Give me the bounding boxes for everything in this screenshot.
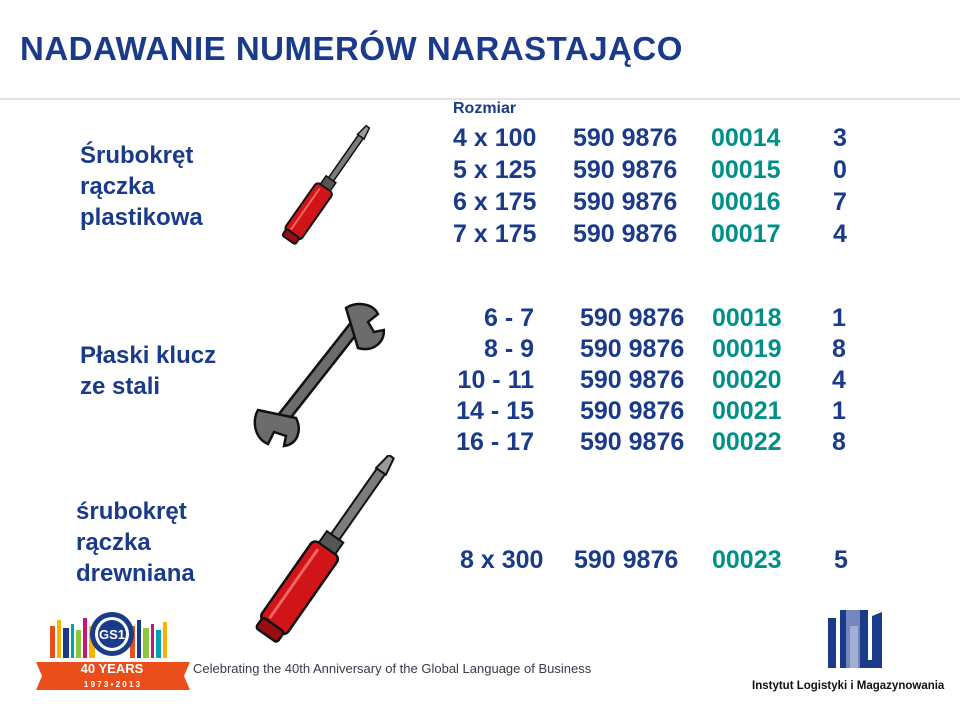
prefix-cell: 590 9876 (580, 397, 685, 425)
item-number-cell: 00014 (711, 124, 781, 152)
size-cell: 5 x 125 (453, 156, 537, 184)
prefix-cell: 590 9876 (573, 124, 678, 152)
prefix-cell: 590 9876 (574, 546, 679, 574)
size-cell: 6 - 7 (483, 304, 534, 332)
check-digit-cell: 3 (833, 124, 847, 152)
table-row (453, 218, 853, 250)
table-row (440, 302, 860, 334)
prefix-cell: 590 9876 (580, 428, 685, 456)
ilim-name: Instytut Logistyki i Magazynowania (752, 680, 945, 692)
table-row (453, 122, 853, 154)
years-badge: 40 YEARS (80, 661, 144, 676)
item-number-cell: 00022 (712, 428, 782, 456)
size-cell: 6 x 175 (453, 188, 537, 216)
table-row (440, 333, 860, 365)
label-line: śrubokręt (76, 498, 187, 525)
size-cell: 7 x 175 (453, 220, 537, 248)
check-digit-cell: 1 (832, 397, 846, 425)
label-line: rączka (80, 173, 155, 200)
label-line: ze stali (80, 373, 161, 400)
item-number-cell: 00018 (712, 304, 782, 332)
check-digit-cell: 0 (833, 156, 847, 184)
label-line: drewniana (76, 560, 195, 587)
size-cell: 8 x 300 (460, 546, 544, 574)
item-number-cell: 00020 (712, 366, 782, 394)
check-digit-cell: 4 (832, 366, 846, 394)
check-digit-cell: 5 (834, 546, 848, 574)
size-cell: 10 - 11 (457, 366, 534, 394)
table-row (440, 426, 860, 458)
check-digit-cell: 8 (832, 428, 846, 456)
check-digit-cell: 1 (832, 304, 846, 332)
table-row (453, 186, 853, 218)
size-column-header: Rozmiar (453, 100, 517, 117)
prefix-cell: 590 9876 (580, 366, 685, 394)
label-line: rączka (76, 529, 151, 556)
years-range: 1 9 7 3 • 2 0 1 3 (83, 680, 141, 689)
label-line: Śrubokręt (80, 142, 194, 169)
label-line: plastikowa (80, 204, 203, 231)
group-label-plastic-screwdriver (80, 140, 203, 233)
table-row (440, 364, 860, 396)
check-digit-cell: 4 (833, 220, 847, 248)
page-title: NADAWANIE NUMERÓW NARASTAJĄCO (20, 30, 683, 67)
size-cell: 14 - 15 (456, 397, 534, 425)
check-digit-cell: 8 (832, 335, 846, 363)
label-line: Płaski klucz (80, 342, 217, 369)
item-number-cell: 00017 (711, 220, 781, 248)
table-row (440, 395, 860, 427)
anniversary-tagline: Celebrating the 40th Anniversary of the Global Language of Business (193, 661, 592, 676)
prefix-cell: 590 9876 (580, 304, 685, 332)
prefix-cell: 590 9876 (580, 335, 685, 363)
size-cell: 16 - 17 (456, 428, 534, 456)
size-cell: 8 - 9 (483, 335, 534, 363)
size-cell: 4 x 100 (453, 124, 537, 152)
wrench-icon (250, 300, 385, 450)
group-label-flat-wrench (80, 340, 216, 402)
item-number-cell: 00019 (712, 335, 782, 363)
check-digit-cell: 7 (833, 188, 847, 216)
prefix-cell: 590 9876 (573, 188, 678, 216)
gs1-logo (30, 608, 195, 708)
table-row (460, 544, 860, 576)
gs1-logo-text: GS1 (98, 627, 126, 642)
prefix-cell: 590 9876 (573, 220, 678, 248)
item-number-cell: 00016 (711, 188, 781, 216)
screwdriver-icon (262, 125, 372, 255)
table-row (453, 154, 853, 186)
item-number-cell: 00021 (712, 397, 782, 425)
item-number-cell: 00015 (711, 156, 781, 184)
prefix-cell: 590 9876 (573, 156, 678, 184)
screwdriver-icon (250, 455, 430, 645)
item-number-cell: 00023 (712, 546, 782, 574)
group-label-wooden-screwdriver (76, 496, 195, 589)
